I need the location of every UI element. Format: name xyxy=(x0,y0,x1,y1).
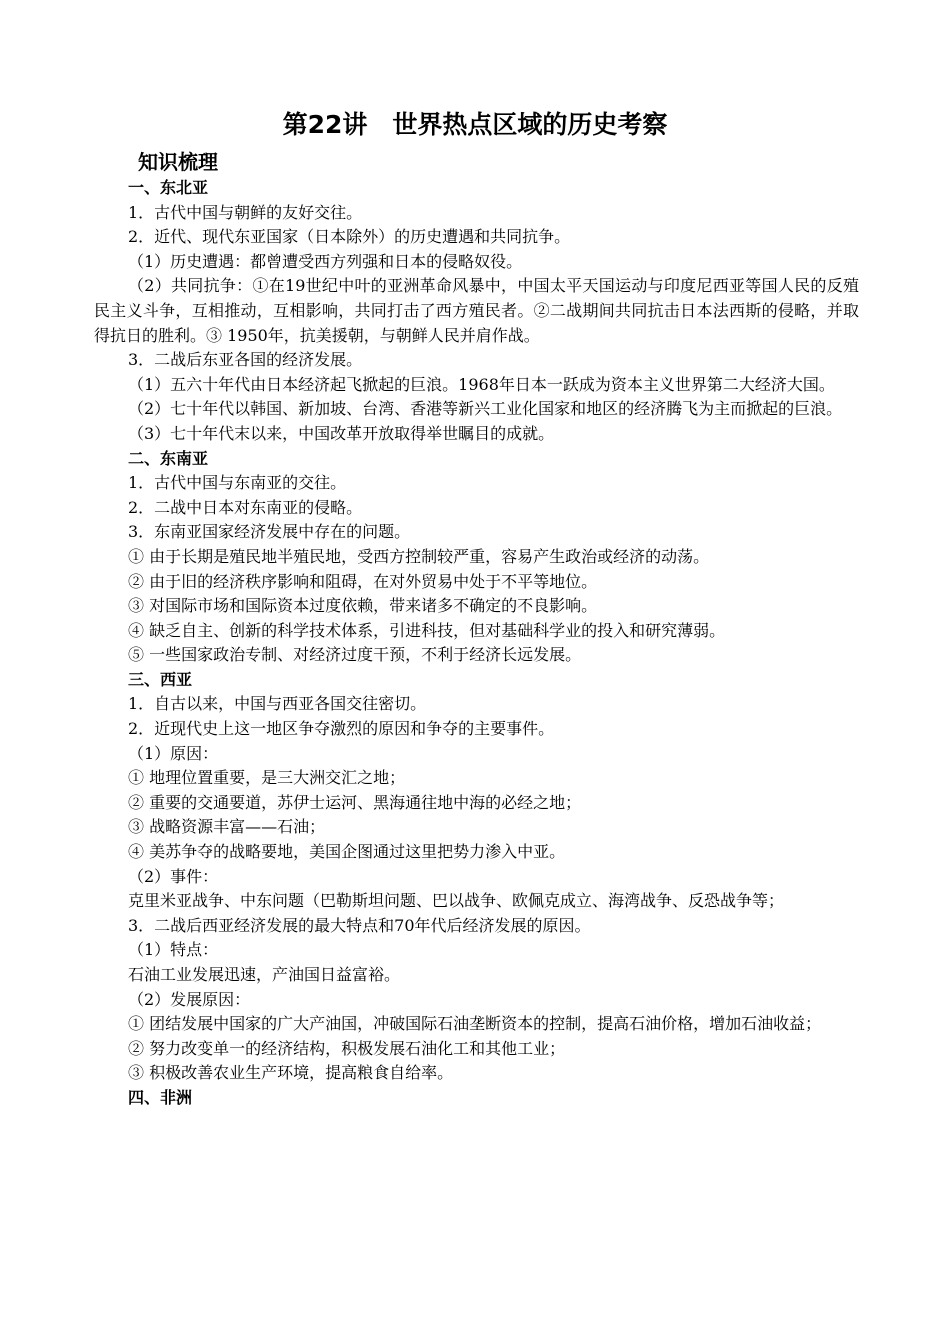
paragraph: ① 地理位置重要，是三大洲交汇之地； xyxy=(128,768,406,788)
page-title: 第22讲 世界热点区域的历史考察 xyxy=(282,110,668,139)
paragraph: ⑤ 一些国家政治专制、对经济过度干预，不利于经济长远发展。 xyxy=(128,645,582,665)
paragraph: （2）发展原因： xyxy=(128,989,251,1009)
paragraph: ② 由于旧的经济秩序影响和阻碍，在对外贸易中处于不平等地位。 xyxy=(128,571,598,591)
paragraph: ② 重要的交通要道，苏伊士运河、黑海通往地中海的必经之地； xyxy=(128,792,582,812)
paragraph: （1）原因： xyxy=(128,743,219,763)
paragraph: （1）历史遭遇：都曾遭受西方列强和日本的侵略奴役。 xyxy=(128,251,523,271)
paragraph: ① 由于长期是殖民地半殖民地，受西方控制较严重，容易产生政治或经济的动荡。 xyxy=(128,546,710,566)
paragraph: ③ 对国际市场和国际资本过度依赖，带来诸多不确定的不良影响。 xyxy=(128,596,598,616)
section-heading: 四、非洲 xyxy=(128,1087,193,1107)
paragraph: ① 团结发展中国家的广大产油国，冲破国际石油垄断资本的控制，提高石油价格，增加石油收益； xyxy=(128,1014,822,1034)
paragraph: （1）五六十年代由日本经济起飞掀起的巨浪。1968年日本一跃成为资本主义世界第二大经济大国。 xyxy=(128,374,835,394)
paragraph: 2．近代、现代东亚国家（日本除外）的历史遭遇和共同抗争。 xyxy=(128,227,571,247)
section-heading: 二、东南亚 xyxy=(128,448,209,468)
paragraph: （2）事件： xyxy=(128,866,219,886)
section-heading: 一、东北亚 xyxy=(128,178,209,197)
paragraph: 1．古代中国与东南亚的交往。 xyxy=(128,473,347,493)
paragraph: 3．二战后东亚各国的经济发展。 xyxy=(128,350,363,370)
section-subtitle: 知识梳理 xyxy=(138,150,218,174)
paragraph: ③ 积极改善农业生产环境，提高粮食自给率。 xyxy=(128,1063,454,1083)
document-body xyxy=(94,176,859,1111)
paragraph: 2．二战中日本对东南亚的侵略。 xyxy=(128,497,363,517)
section-heading: 三、西亚 xyxy=(128,669,193,689)
paragraph: 1．古代中国与朝鲜的友好交往。 xyxy=(128,202,363,222)
paragraph: （2）共同抗争：①在19世纪中叶的亚洲革命风暴中，中国太平天国运动与印度尼西亚等国人民的反殖民主义斗争，互相推动，互相影响，共同打击了西方殖民者。②二战期间共同抗击日本法西斯的侵略，并取得抗日的胜利。③ 1950年，抗美援朝，与朝鲜人民并肩作战。 xyxy=(94,276,859,345)
paragraph: ④ 缺乏自主、创新的科学技术体系，引进科技，但对基础科学业的投入和研究薄弱。 xyxy=(128,620,726,640)
paragraph: （3）七十年代末以来，中国改革开放取得举世瞩目的成就。 xyxy=(128,423,555,443)
paragraph: 石油工业发展迅速，产油国日益富裕。 xyxy=(128,965,401,984)
paragraph: ④ 美苏争夺的战略要地，美国企图通过这里把势力渗入中亚。 xyxy=(128,842,566,862)
paragraph: ② 努力改变单一的经济结构，积极发展石油化工和其他工业； xyxy=(128,1038,566,1058)
paragraph: 3．东南亚国家经济发展中存在的问题。 xyxy=(128,522,411,542)
paragraph: 2．近现代史上这一地区争夺激烈的原因和争夺的主要事件。 xyxy=(128,719,555,739)
paragraph: 1．自古以来，中国与西亚各国交往密切。 xyxy=(128,694,427,714)
paragraph: 克里米亚战争、中东问题（巴勒斯坦问题、巴以战争、欧佩克成立、海湾战争、反恐战争等； xyxy=(128,891,785,911)
paragraph: （1）特点： xyxy=(128,940,219,960)
paragraph: （2）七十年代以韩国、新加坡、台湾、香港等新兴工业化国家和地区的经济腾飞为主而掀起的巨浪。 xyxy=(128,399,843,419)
paragraph: 3．二战后西亚经济发展的最大特点和70年代后经济发展的原因。 xyxy=(128,915,591,935)
paragraph: ③ 战略资源丰富——石油； xyxy=(128,817,326,837)
